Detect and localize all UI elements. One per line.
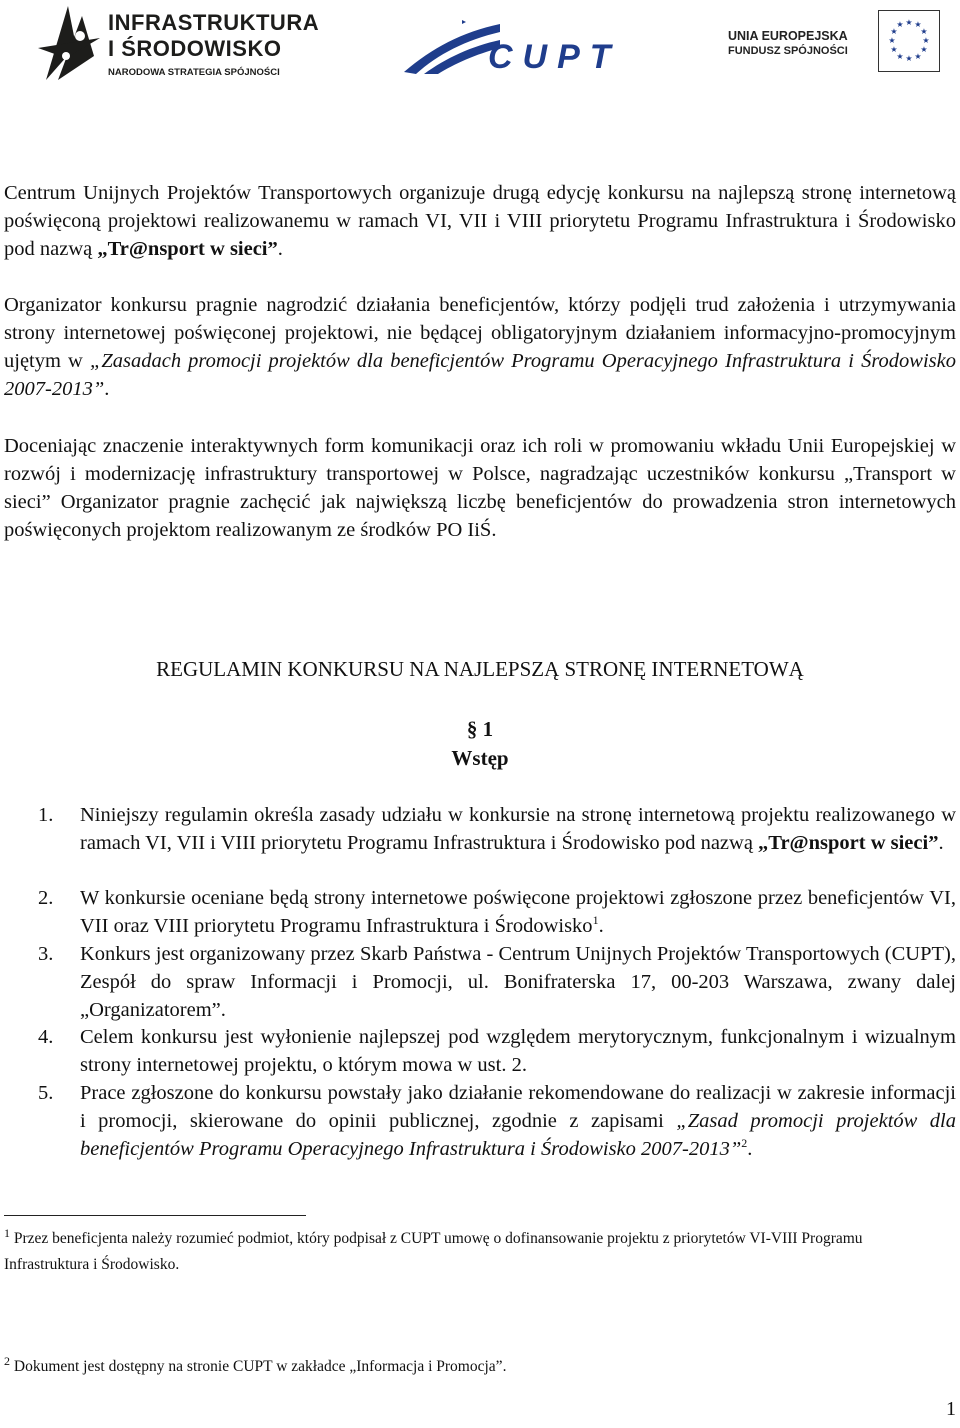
svg-text:★: ★ bbox=[914, 20, 922, 29]
svg-text:★: ★ bbox=[890, 27, 898, 36]
intro-p1-end: . bbox=[277, 238, 283, 260]
intro-paragraph-2 bbox=[4, 291, 956, 403]
svg-text:★: ★ bbox=[896, 20, 904, 29]
svg-text:★: ★ bbox=[896, 52, 904, 61]
footnote-2-text: Dokument jest dostępny na stronie CUPT w zakładce „Informacja i Promocja”. bbox=[13, 1358, 507, 1375]
list-item-text: Konkurs jest organizowany przez Skarb Państwa - Centrum Unijnych Projektów Transportowych (CUPT), Zespół do spraw Informacji i Promocji, ul. Bonifraterska 17, 00-203 Warszawa, zwany dalej „Organizatorem”. bbox=[80, 943, 956, 1021]
document-header bbox=[0, 0, 960, 90]
logo-is-line2: I ŚRODOWISKO bbox=[108, 36, 282, 61]
footnote-1 bbox=[4, 1226, 944, 1278]
intro-p1-text: Centrum Unijnych Projektów Transportowych organizuje drugą edycję konkursu na najlepszą stronę internetową poświęconą projektowi realizowanemu w ramach VI, VII i VIII priorytetu Programu Infrastruktura i Środowisko pod nazwą bbox=[4, 182, 956, 260]
svg-text:★: ★ bbox=[905, 54, 913, 63]
footnote-ref-2: 2 bbox=[741, 1136, 748, 1151]
svg-text:★: ★ bbox=[920, 45, 928, 54]
footnote-2 bbox=[4, 1354, 944, 1380]
eu-flag-icon bbox=[878, 10, 940, 72]
intro-p2-end: . bbox=[104, 378, 110, 400]
svg-text:★: ★ bbox=[890, 45, 898, 54]
footnote-1-mark: 1 bbox=[4, 1225, 10, 1240]
regulation-title: REGULAMIN KONKURSU NA NAJLEPSZĄ STRONĘ INTERNETOWĄ bbox=[156, 657, 804, 681]
svg-text:★: ★ bbox=[920, 27, 928, 36]
svg-text:★: ★ bbox=[888, 36, 896, 45]
logo-is-line3: NARODOWA STRATEGIA SPÓJNOŚCI bbox=[108, 67, 280, 78]
star-emblem-icon bbox=[38, 6, 102, 82]
intro-paragraph-1 bbox=[4, 179, 956, 263]
infrastruktura-srodowisko-logo bbox=[38, 6, 320, 82]
footnote-1-text: Przez beneficjenta należy rozumieć podmiot, który podpisał z CUPT umowę o dofinansowanie projektu z priorytetów VI-VIII Programu Infrastruktura i Środowisko. bbox=[4, 1230, 863, 1273]
svg-text:★: ★ bbox=[914, 52, 922, 61]
road-swoosh-icon bbox=[402, 18, 502, 74]
list-item-text: Prace zgłoszone do konkursu powstały jako działanie rekomendowane do realizacji w zakresie informacji i promocji, skierowane do opinii publicznej, zgodnie z zapisami „Zasad promocji projektów dla beneficjentów Programu Operacyjnego Infrastruktura i Środowisko 2007-2013”$^2$. bbox=[80, 1082, 957, 1160]
footnote-divider bbox=[4, 1215, 306, 1216]
contest-name: „Tr@nsport w sieci” bbox=[97, 238, 278, 260]
cupt-logo bbox=[402, 18, 621, 76]
page-number: 1 bbox=[946, 1398, 956, 1420]
svg-text:★: ★ bbox=[905, 18, 913, 27]
list-item-number: 4. bbox=[38, 1026, 54, 1048]
svg-text:★: ★ bbox=[922, 36, 930, 45]
intro-p2-italic: „Zasadach promocji projektów dla beneficjentów Programu Operacyjnego Infrastruktura i Środowisko 2007-2013” bbox=[4, 350, 956, 400]
list-item-text: Celem konkursu jest wyłonienie najlepszej pod względem merytorycznym, funkcjonalnym i wizualnym strony internetowej projektu, o którym mowa w ust. 2. bbox=[80, 1026, 956, 1076]
intro-p2-text: Organizator konkursu pragnie nagrodzić działania beneficjentów, którzy podjęli trud założenia i utrzymywania strony internetowej poświęconej projektowi, nie będącej obligatoryjnym działaniem informacyjno-promocyjnym ujętym w bbox=[4, 294, 956, 372]
list-item-number: 1. bbox=[38, 804, 54, 826]
intro-paragraph-3: Doceniając znaczenie interaktywnych form komunikacji oraz ich roli w promowaniu wkładu Unii Europejskiej w rozwój i modernizację infrastruktury transportowej w Polsce, nagradzając uczestników konkursu „Transport w sieci” Organizator pragnie zachęcić jak największą liczbę beneficjentów do prowadzenia stron internetowych poświęconych projektom realizowanym ze środków PO IiŚ. bbox=[4, 435, 956, 541]
list-item-number: 2. bbox=[38, 887, 54, 909]
eu-logo-line2: FUNDUSZ SPÓJNOŚCI bbox=[728, 45, 848, 57]
list-item-text: W konkursie oceniane będą strony internetowe poświęcone projektowi zgłoszone przez beneficjentów VI, VII oraz VIII priorytetu Programu Infrastruktura i Środowisko$^1$. bbox=[80, 887, 956, 937]
logo-is-line1: INFRASTRUKTURA bbox=[108, 10, 320, 35]
footnote-ref-1: 1 bbox=[592, 913, 599, 928]
list-item-text: Niniejszy regulamin określa zasady udziału w konkursie na stronę internetową projektu realizowanego w ramach VI, VII i VIII priorytetu Programu Infrastruktura i Środowisko pod nazwą „Tr@nsport w sieci”. bbox=[80, 804, 956, 854]
section-number: § 1 bbox=[466, 717, 494, 741]
cupt-wordmark: CUPT bbox=[488, 38, 621, 76]
list-item-number: 3. bbox=[38, 943, 54, 965]
footnote-2-mark: 2 bbox=[4, 1353, 10, 1368]
eu-logo-line1: UNIA EUROPEJSKA bbox=[728, 29, 848, 43]
section-title: Wstęp bbox=[451, 746, 509, 770]
list-item-number: 5. bbox=[38, 1082, 54, 1104]
eu-cohesion-fund-logo bbox=[728, 10, 944, 72]
